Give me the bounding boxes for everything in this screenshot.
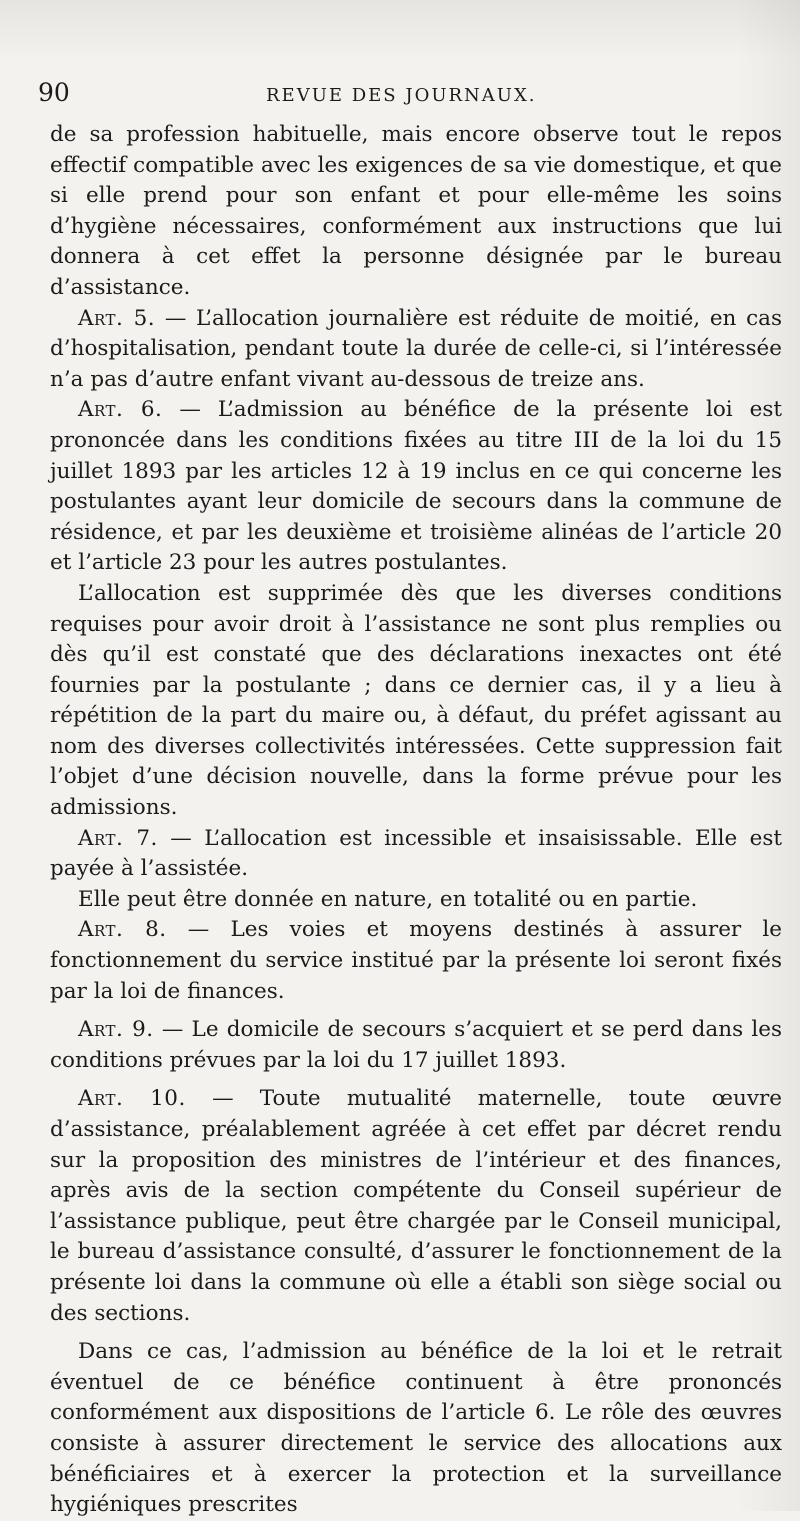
paragraph-text: — Les voies et moyens destinés à assurer le fonctionnement du service institué par la présente loi seront fixés par la loi de finances. <box>50 917 782 1004</box>
article-label: Art. 6. <box>78 397 163 423</box>
spacer <box>50 1329 782 1337</box>
article-label: Art. 9. <box>78 1017 154 1043</box>
spacer <box>50 1007 782 1015</box>
article-7 <box>50 824 782 885</box>
paragraph-text: Dans ce cas, l’admission au bénéfice de la loi et le retrait éventuel de ce bénéfice continuent à être prononcés conformément aux dispositions de l’article 6. Le rôle des œuvres consiste à assurer directement le service des allocations aux bénéficiaires et à exercer la protection et la surveillance hygiéniques prescrites <box>50 1339 782 1518</box>
paragraph-suppression <box>50 579 782 824</box>
paragraph-text: — L’admission au bénéfice de la présente loi est prononcée dans les conditions fixées au titre III de la loi du 15 juillet 1893 par les articles 12 à 19 inclus en ce qui concerne les postulantes ayant leur domicile de secours dans la commune de résidence, et par les deuxième et troisième alinéas de l’article 20 et l’article 23 pour les autres postulantes. <box>50 397 783 576</box>
article-5 <box>50 304 782 396</box>
paragraph-dans-ce-cas <box>50 1337 782 1521</box>
paragraph-text: de sa profession habituelle, mais encore observe tout le repos effectif compatible avec les exigences de sa vie domestique, et que si elle prend pour son enfant et pour elle-même les soins d’hygiène nécessaires, conformément aux instructions que lui donnera à cet effet la personne désignée par le bureau d’assistance. <box>50 122 782 300</box>
running-title: REVUE DES JOURNAUX. <box>266 85 537 106</box>
paragraph-text: L’allocation est supprimée dès que les diverses conditions requises pour avoir droit à l’assistance ne sont plus remplies ou dès qu’il est constaté que des déclarations inexactes ont été fournies par la postulante ; dans ce dernier cas, il y a lieu à répétition de la part du maire ou, à défaut, du préfet agissant au nom des diverses collectivités intéressées. Cette suppression fait l’objet d’une décision nouvelle, dans la forme prévue pour les admissions. <box>50 580 782 821</box>
article-body <box>50 120 782 1521</box>
article-9 <box>50 1015 782 1076</box>
paragraph-text: — L’allocation journalière est réduite de moitié, en cas d’hospitalisation, pendant toute la durée de celle-ci, si l’intéressée n’a pas d’autre enfant vivant au-dessous de treize ans. <box>50 305 782 392</box>
page-header <box>38 78 782 114</box>
page-number: 90 <box>38 78 70 107</box>
article-label: Art. 5. <box>78 305 156 331</box>
article-6 <box>50 395 782 579</box>
paragraph-text: Elle peut être donnée en nature, en totalité ou en partie. <box>78 886 698 912</box>
paragraph-continuation <box>50 120 782 304</box>
article-8 <box>50 915 782 1007</box>
article-10 <box>50 1084 782 1329</box>
paragraph-text: — Le domicile de secours s’acquiert et se perd dans les conditions prévues par la loi du 17 juillet 1893. <box>50 1017 782 1073</box>
article-label: Art. 8. <box>78 917 167 943</box>
paragraph-nature <box>50 885 782 916</box>
article-label: Art. 7. <box>78 825 158 851</box>
paragraph-text: — L’allocation est incessible et insaisissable. Elle est payée à l’assistée. <box>50 825 782 882</box>
article-label: Art. 10. <box>78 1086 186 1112</box>
spacer <box>50 1076 782 1084</box>
paragraph-text: — Toute mutualité maternelle, toute œuvre d’assistance, préalablement agréée à cet effet par décret rendu sur la proposition des ministres de l’intérieur et des finances, après avis de la section compétente du Conseil supérieur de l’assistance publique, peut être chargée par le Conseil municipal, le bureau d’assistance consulté, d’assurer le fonctionnement de la présente loi dans la commune où elle a établi son siège social ou des sections. <box>50 1086 782 1326</box>
